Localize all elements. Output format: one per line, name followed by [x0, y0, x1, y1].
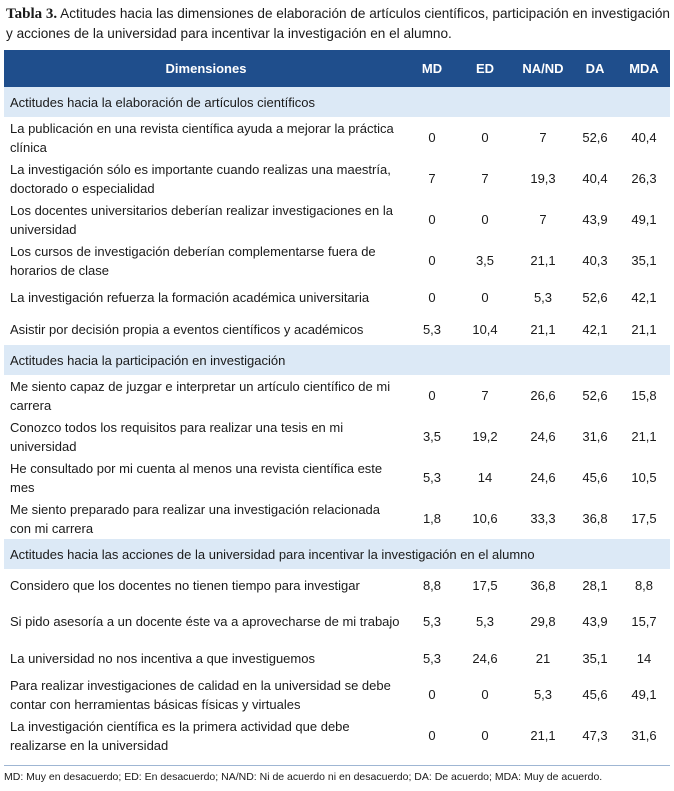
cell-da: 36,8: [582, 511, 608, 526]
header-dimensiones: Dimensiones: [165, 61, 247, 76]
cell-mda: 49,1: [631, 212, 657, 227]
row-label: Considero que los docentes no tienen tiempo para investigar: [10, 577, 360, 593]
cell-ed: 0: [481, 289, 489, 305]
table-caption: [6, 4, 670, 44]
cell-na-nd: 7: [539, 212, 547, 227]
cell-da: 43,9: [582, 212, 608, 227]
cell-mda: 21,1: [631, 321, 657, 337]
cell-mda: 15,8: [631, 388, 657, 403]
cell-da: 45,6: [582, 687, 608, 702]
table-row: [4, 281, 670, 313]
cell-da: 52,6: [582, 130, 608, 145]
cell-na-nd: 24,6: [530, 470, 556, 485]
cell-na-nd: 36,8: [530, 577, 556, 593]
table-bottom-rule: [4, 765, 670, 766]
cell-md: 5,3: [422, 614, 442, 629]
row-label: Si pido asesoría a un docente éste va a aprovecharse de mi trabajo: [10, 614, 400, 629]
cell-md: 1,8: [422, 511, 442, 526]
cell-ed: 24,6: [472, 650, 498, 666]
cell-ed: 7: [481, 388, 489, 403]
section-row: [4, 87, 670, 117]
table-row: [4, 158, 670, 199]
cell-md: 0: [428, 289, 436, 305]
table-row: [4, 569, 670, 601]
table-row: [4, 457, 670, 498]
cell-md: 3,5: [422, 429, 442, 444]
row-label: La publicación en una revista científica ayuda a mejorar la práctica clínica: [10, 120, 394, 155]
cell-da: 47,3: [582, 728, 608, 743]
cell-mda: 42,1: [631, 289, 657, 305]
row-label: Los docentes universitarios deberían realizar investigaciones en la universidad: [10, 202, 393, 237]
table-row: [4, 674, 670, 715]
cell-mda: 15,7: [631, 614, 657, 629]
cell-md: 5,3: [422, 321, 442, 337]
cell-md: 0: [428, 212, 436, 227]
table-row: [4, 375, 670, 416]
cell-na-nd: 19,3: [530, 171, 556, 186]
cell-da: 40,3: [582, 253, 608, 268]
cell-md: 0: [428, 130, 436, 145]
cell-da: 40,4: [582, 171, 608, 186]
header-mda: MDA: [629, 61, 659, 76]
cell-ed: 19,2: [472, 429, 498, 444]
row-label: Me siento preparado para realizar una investigación relacionada con mi carrera: [10, 501, 381, 536]
table-row: [4, 117, 670, 158]
cell-da: 43,9: [582, 614, 608, 629]
table-footnote: MD: Muy en desacuerdo; ED: En desacuerdo; NA/ND: Ni de acuerdo ni en desacuerdo; DA: De acuerdo; MDA: Muy de acuerdo.: [4, 771, 603, 783]
cell-ed: 5,3: [475, 614, 495, 629]
cell-na-nd: 21,1: [530, 321, 556, 337]
section-title: Actitudes hacia las acciones de la universidad para incentivar la investigación en el alumno: [10, 546, 535, 562]
cell-da: 45,6: [582, 470, 608, 485]
cell-na-nd: 7: [539, 130, 547, 145]
table-row: [4, 498, 670, 539]
section-title: Actitudes hacia la elaboración de artículos científicos: [10, 94, 315, 110]
section-row: [4, 345, 670, 375]
cell-na-nd: 24,6: [530, 429, 556, 444]
cell-na-nd: 26,6: [530, 388, 556, 403]
cell-md: 5,3: [422, 470, 442, 485]
cell-ed: 7: [481, 171, 489, 186]
cell-na-nd: 33,3: [530, 511, 556, 526]
cell-da: 42,1: [582, 321, 608, 337]
cell-mda: 49,1: [631, 687, 657, 702]
cell-mda: 14: [636, 650, 652, 666]
cell-na-nd: 21,1: [530, 253, 556, 268]
cell-na-nd: 5,3: [533, 289, 553, 305]
caption-text: Actitudes hacia las dimensiones de elaboración de artículos científicos, participación en investigación y acciones de la universidad para incentivar la investigación en el alumno.: [6, 6, 670, 41]
cell-md: 5,3: [422, 650, 442, 666]
cell-md: 0: [428, 388, 436, 403]
table-header-row: [4, 50, 670, 87]
table-row: [4, 601, 670, 642]
attitudes-table: [4, 50, 670, 756]
section-row: [4, 539, 670, 569]
cell-md: 0: [428, 728, 436, 743]
cell-ed: 10,6: [472, 511, 498, 526]
cell-na-nd: 21: [535, 650, 551, 666]
row-label: La investigación científica es la primera actividad que debe realizarse en la universidad: [10, 718, 350, 753]
row-label: La universidad no nos incentiva a que investiguemos: [10, 650, 315, 666]
row-label: Para realizar investigaciones de calidad en la universidad se debe contar con herramientas básicas físicas y virtuales: [10, 677, 391, 712]
cell-mda: 31,6: [631, 728, 657, 743]
header-da: DA: [585, 61, 605, 76]
table-row: [4, 642, 670, 674]
cell-mda: 21,1: [631, 429, 657, 444]
cell-mda: 26,3: [631, 171, 657, 186]
cell-da: 28,1: [582, 577, 608, 593]
cell-da: 35,1: [582, 650, 608, 666]
header-na-nd: NA/ND: [522, 61, 564, 76]
cell-ed: 3,5: [475, 253, 495, 268]
row-label: Conozco todos los requisitos para realizar una tesis en mi universidad: [10, 419, 344, 454]
row-label: Me siento capaz de juzgar e interpretar un artículo científico de mi carrera: [10, 378, 391, 413]
cell-ed: 0: [481, 130, 489, 145]
table-row: [4, 199, 670, 240]
cell-mda: 17,5: [631, 511, 657, 526]
cell-mda: 8,8: [634, 577, 654, 593]
cell-mda: 35,1: [631, 253, 657, 268]
table-row: [4, 313, 670, 345]
table-row: [4, 416, 670, 457]
cell-na-nd: 5,3: [533, 687, 553, 702]
cell-md: 7: [428, 171, 436, 186]
header-ed: ED: [475, 61, 495, 76]
cell-da: 52,6: [582, 388, 608, 403]
caption-label: Tabla 3.: [6, 6, 58, 22]
row-label: La investigación sólo es importante cuando realizas una maestría, doctorado o especialidad: [10, 161, 391, 196]
header-md: MD: [421, 61, 443, 76]
table-row: [4, 715, 670, 756]
cell-da: 31,6: [582, 429, 608, 444]
cell-ed: 0: [481, 728, 489, 743]
cell-md: 8,8: [422, 577, 442, 593]
cell-ed: 17,5: [472, 577, 498, 593]
cell-md: 0: [428, 253, 436, 268]
cell-na-nd: 29,8: [530, 614, 556, 629]
cell-md: 0: [428, 687, 436, 702]
cell-ed: 0: [481, 212, 489, 227]
cell-mda: 10,5: [631, 470, 657, 485]
table-row: [4, 240, 670, 281]
row-label: Los cursos de investigación deberían complementarse fuera de horarios de clase: [10, 243, 376, 278]
cell-mda: 40,4: [631, 130, 657, 145]
row-label: La investigación refuerza la formación académica universitaria: [10, 289, 370, 305]
cell-na-nd: 21,1: [530, 728, 556, 743]
cell-ed: 0: [481, 687, 489, 702]
cell-ed: 10,4: [472, 321, 498, 337]
row-label: He consultado por mi cuenta al menos una revista científica este mes: [10, 460, 383, 495]
section-title: Actitudes hacia la participación en investigación: [10, 352, 286, 368]
cell-ed: 14: [477, 470, 493, 485]
cell-da: 52,6: [582, 289, 608, 305]
row-label: Asistir por decisión propia a eventos científicos y académicos: [10, 321, 364, 337]
